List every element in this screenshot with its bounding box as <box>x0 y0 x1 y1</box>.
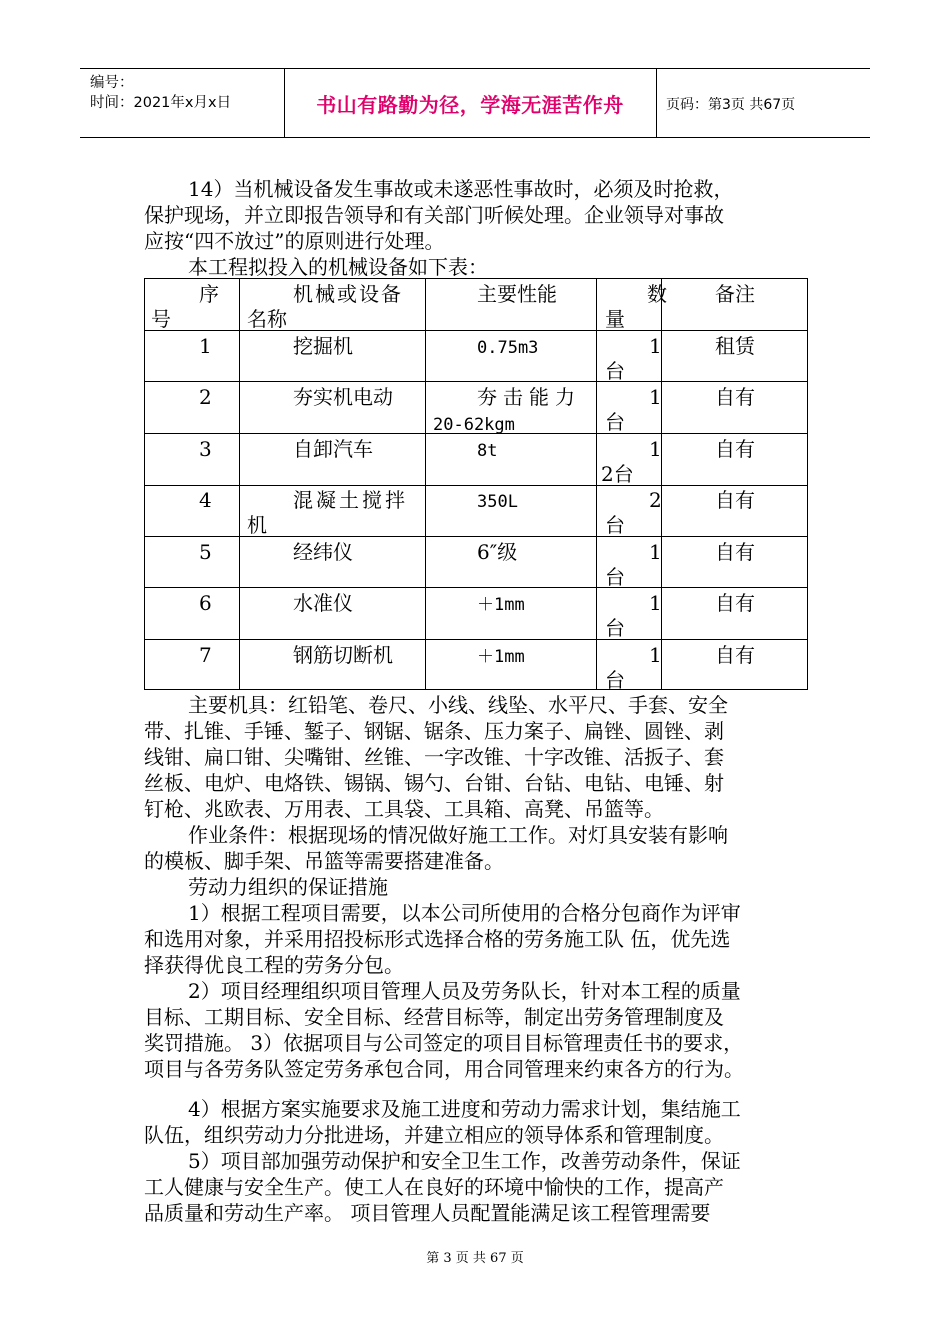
equipment-table <box>144 278 808 690</box>
cell-seq: 1 <box>199 334 212 358</box>
text-line: 主要机具：红铅笔、卷尺、小线、线坠、水平尺、手套、安全 <box>188 693 728 717</box>
time-label: 时间：2021年x月x日 <box>90 95 232 111</box>
cell-note: 自有 <box>715 540 755 564</box>
cell-name: 钢筋切断机 <box>293 643 393 667</box>
cell-qty: 1 <box>649 591 662 615</box>
table-row-line <box>145 330 807 331</box>
cell-qty-unit: 台 <box>605 565 625 589</box>
header-motto: 书山有路勤为径，学海无涯苦作舟 <box>316 93 624 117</box>
table-row-line <box>145 639 807 640</box>
text-line: 作业条件：根据现场的情况做好施工工作。对灯具安装有影响 <box>188 823 728 847</box>
header-note: 备注 <box>715 282 755 306</box>
text-line: 本工程拟投入的机械设备如下表： <box>188 255 488 279</box>
text-line: 4）根据方案实施要求及施工进度和劳动力需求计划，集结施工 <box>188 1097 741 1121</box>
table-row-line <box>145 381 807 382</box>
table-intro <box>188 254 858 280</box>
cell-qty: 1 <box>649 334 662 358</box>
cell-seq: 5 <box>199 540 212 564</box>
header-divider <box>656 69 657 137</box>
table-row-line <box>145 536 807 537</box>
conditions-paragraph <box>144 822 814 874</box>
text-line: 队伍，组织劳动力分批进场，并建立相应的领导体系和管理制度。 <box>144 1123 724 1147</box>
labor-paragraph-1 <box>144 900 814 978</box>
cell-name: 自卸汽车 <box>293 437 373 461</box>
tools-paragraph <box>144 692 814 822</box>
text-line: 品质量和劳动生产率。 项目管理人员配置能满足该工程管理需要 <box>144 1201 711 1225</box>
text-line: 1）根据工程项目需要，以本公司所使用的合格分包商作为评审 <box>188 901 741 925</box>
number-label: 编号： <box>90 75 134 91</box>
header-name: 机械或设备 <box>293 282 403 306</box>
text-line: 劳动力组织的保证措施 <box>188 875 388 899</box>
text-line: 保护现场，并立即报告领导和有关部门听候处理。企业领导对事故 <box>144 203 724 227</box>
cell-seq: 6 <box>199 591 212 615</box>
table-row-line <box>145 587 807 588</box>
cell-seq: 4 <box>199 488 212 512</box>
cell-qty: 1 <box>649 540 662 564</box>
cell-qty-unit: 台 <box>605 616 625 640</box>
cell-performance: 8t <box>477 441 498 461</box>
cell-qty: 2 <box>649 488 662 512</box>
cell-qty-unit: 2台 <box>601 462 634 486</box>
labor-paragraph-4 <box>144 1096 814 1148</box>
text-line: 工人健康与安全生产。使工人在良好的环境中愉快的工作，提高产 <box>144 1175 724 1199</box>
cell-note: 自有 <box>715 643 755 667</box>
text-line: 5）项目部加强劳动保护和安全卫生工作，改善劳动条件，保证 <box>188 1149 741 1173</box>
text-line: 丝板、电炉、电烙铁、锡锅、锡勺、台钳、台钻、电钻、电锤、射 <box>144 771 724 795</box>
table-row-line <box>145 485 807 486</box>
cell-qty-unit: 台 <box>605 359 625 383</box>
paragraph-14 <box>144 176 814 254</box>
header-seq: 序 <box>199 282 219 306</box>
text-line: 项目与各劳务队签定劳务承包合同，用合同管理来约束各方的行为。 <box>144 1057 744 1081</box>
header-page-info: 页码：第3页 共67页 <box>666 97 796 113</box>
text-line: 和选用对象，并采用招投标形式选择合格的劳务施工队 伍，优先选 <box>144 927 731 951</box>
header-qty: 数 <box>647 282 667 306</box>
text-line: 带、扎锥、手锤、錾子、钢锯、锯条、压力案子、扁锉、圆锉、剥 <box>144 719 724 743</box>
text-line: 2）项目经理组织项目管理人员及劳务队长，针对本工程的质量 <box>188 979 741 1003</box>
cell-qty: 1 <box>649 643 662 667</box>
cell-note: 自有 <box>715 385 755 409</box>
cell-name-cont: 机 <box>247 513 267 537</box>
header-seq-cont: 号 <box>151 307 171 331</box>
cell-qty-unit: 台 <box>605 513 625 537</box>
header-name-cont: 名称 <box>247 307 287 331</box>
cell-name: 挖掘机 <box>293 334 353 358</box>
cell-performance: ＋1mm <box>477 595 525 615</box>
text-line: 14）当机械设备发生事故或未遂恶性事故时，必须及时抢救， <box>188 177 734 201</box>
cell-performance: 350L <box>477 492 518 512</box>
cell-performance: 0.75m3 <box>477 338 539 358</box>
cell-qty-unit: 台 <box>605 410 625 434</box>
cell-seq: 7 <box>199 643 212 667</box>
text-line: 目标、工期目标、安全目标、经营目标等，制定出劳务管理制度及 <box>144 1005 724 1029</box>
header-qty-cont: 量 <box>605 307 625 331</box>
text-line: 钉枪、兆欧表、万用表、工具袋、工具箱、高凳、吊篮等。 <box>144 797 664 821</box>
cell-note: 自有 <box>715 437 755 461</box>
text-line: 奖罚措施。 3）依据项目与公司签定的项目目标管理责任书的要求， <box>144 1031 744 1055</box>
text-line: 线钳、扁口钳、尖嘴钳、丝锥、一字改锥、十字改锥、活扳子、套 <box>144 745 724 769</box>
cell-seq: 2 <box>199 385 212 409</box>
cell-name: 水准仪 <box>293 591 353 615</box>
labor-paragraph-5 <box>144 1148 814 1226</box>
text-line: 的模板、脚手架、吊篮等需要搭建准备。 <box>144 849 504 873</box>
cell-name: 经纬仪 <box>293 540 353 564</box>
cell-performance: ＋1mm <box>477 647 525 667</box>
cell-qty: 1 <box>649 437 662 461</box>
cell-note: 自有 <box>715 591 755 615</box>
text-line: 应按“四不放过”的原则进行处理。 <box>144 229 445 253</box>
cell-seq: 3 <box>199 437 212 461</box>
cell-name: 混凝土搅拌 <box>293 488 408 512</box>
cell-note: 租赁 <box>715 334 755 358</box>
cell-name: 夯实机电动 <box>293 385 393 409</box>
cell-performance: 6″级 <box>477 540 518 564</box>
table-column-line <box>239 279 240 689</box>
cell-note: 自有 <box>715 488 755 512</box>
page-header <box>80 68 870 138</box>
cell-qty-unit: 台 <box>605 668 625 692</box>
header-meta <box>90 73 231 113</box>
cell-performance-cont: 20-62kgm <box>433 415 515 435</box>
cell-performance: 夯击能力 <box>477 385 581 409</box>
labor-section-title <box>188 874 858 900</box>
labor-paragraph-2 <box>144 978 814 1082</box>
header-performance: 主要性能 <box>477 282 557 306</box>
page-footer: 第 3 页 共 67 页 <box>426 1251 524 1266</box>
text-line: 择获得优良工程的劳务分包。 <box>144 953 404 977</box>
cell-qty: 1 <box>649 385 662 409</box>
table-column-line <box>596 279 597 689</box>
table-column-line <box>425 279 426 689</box>
